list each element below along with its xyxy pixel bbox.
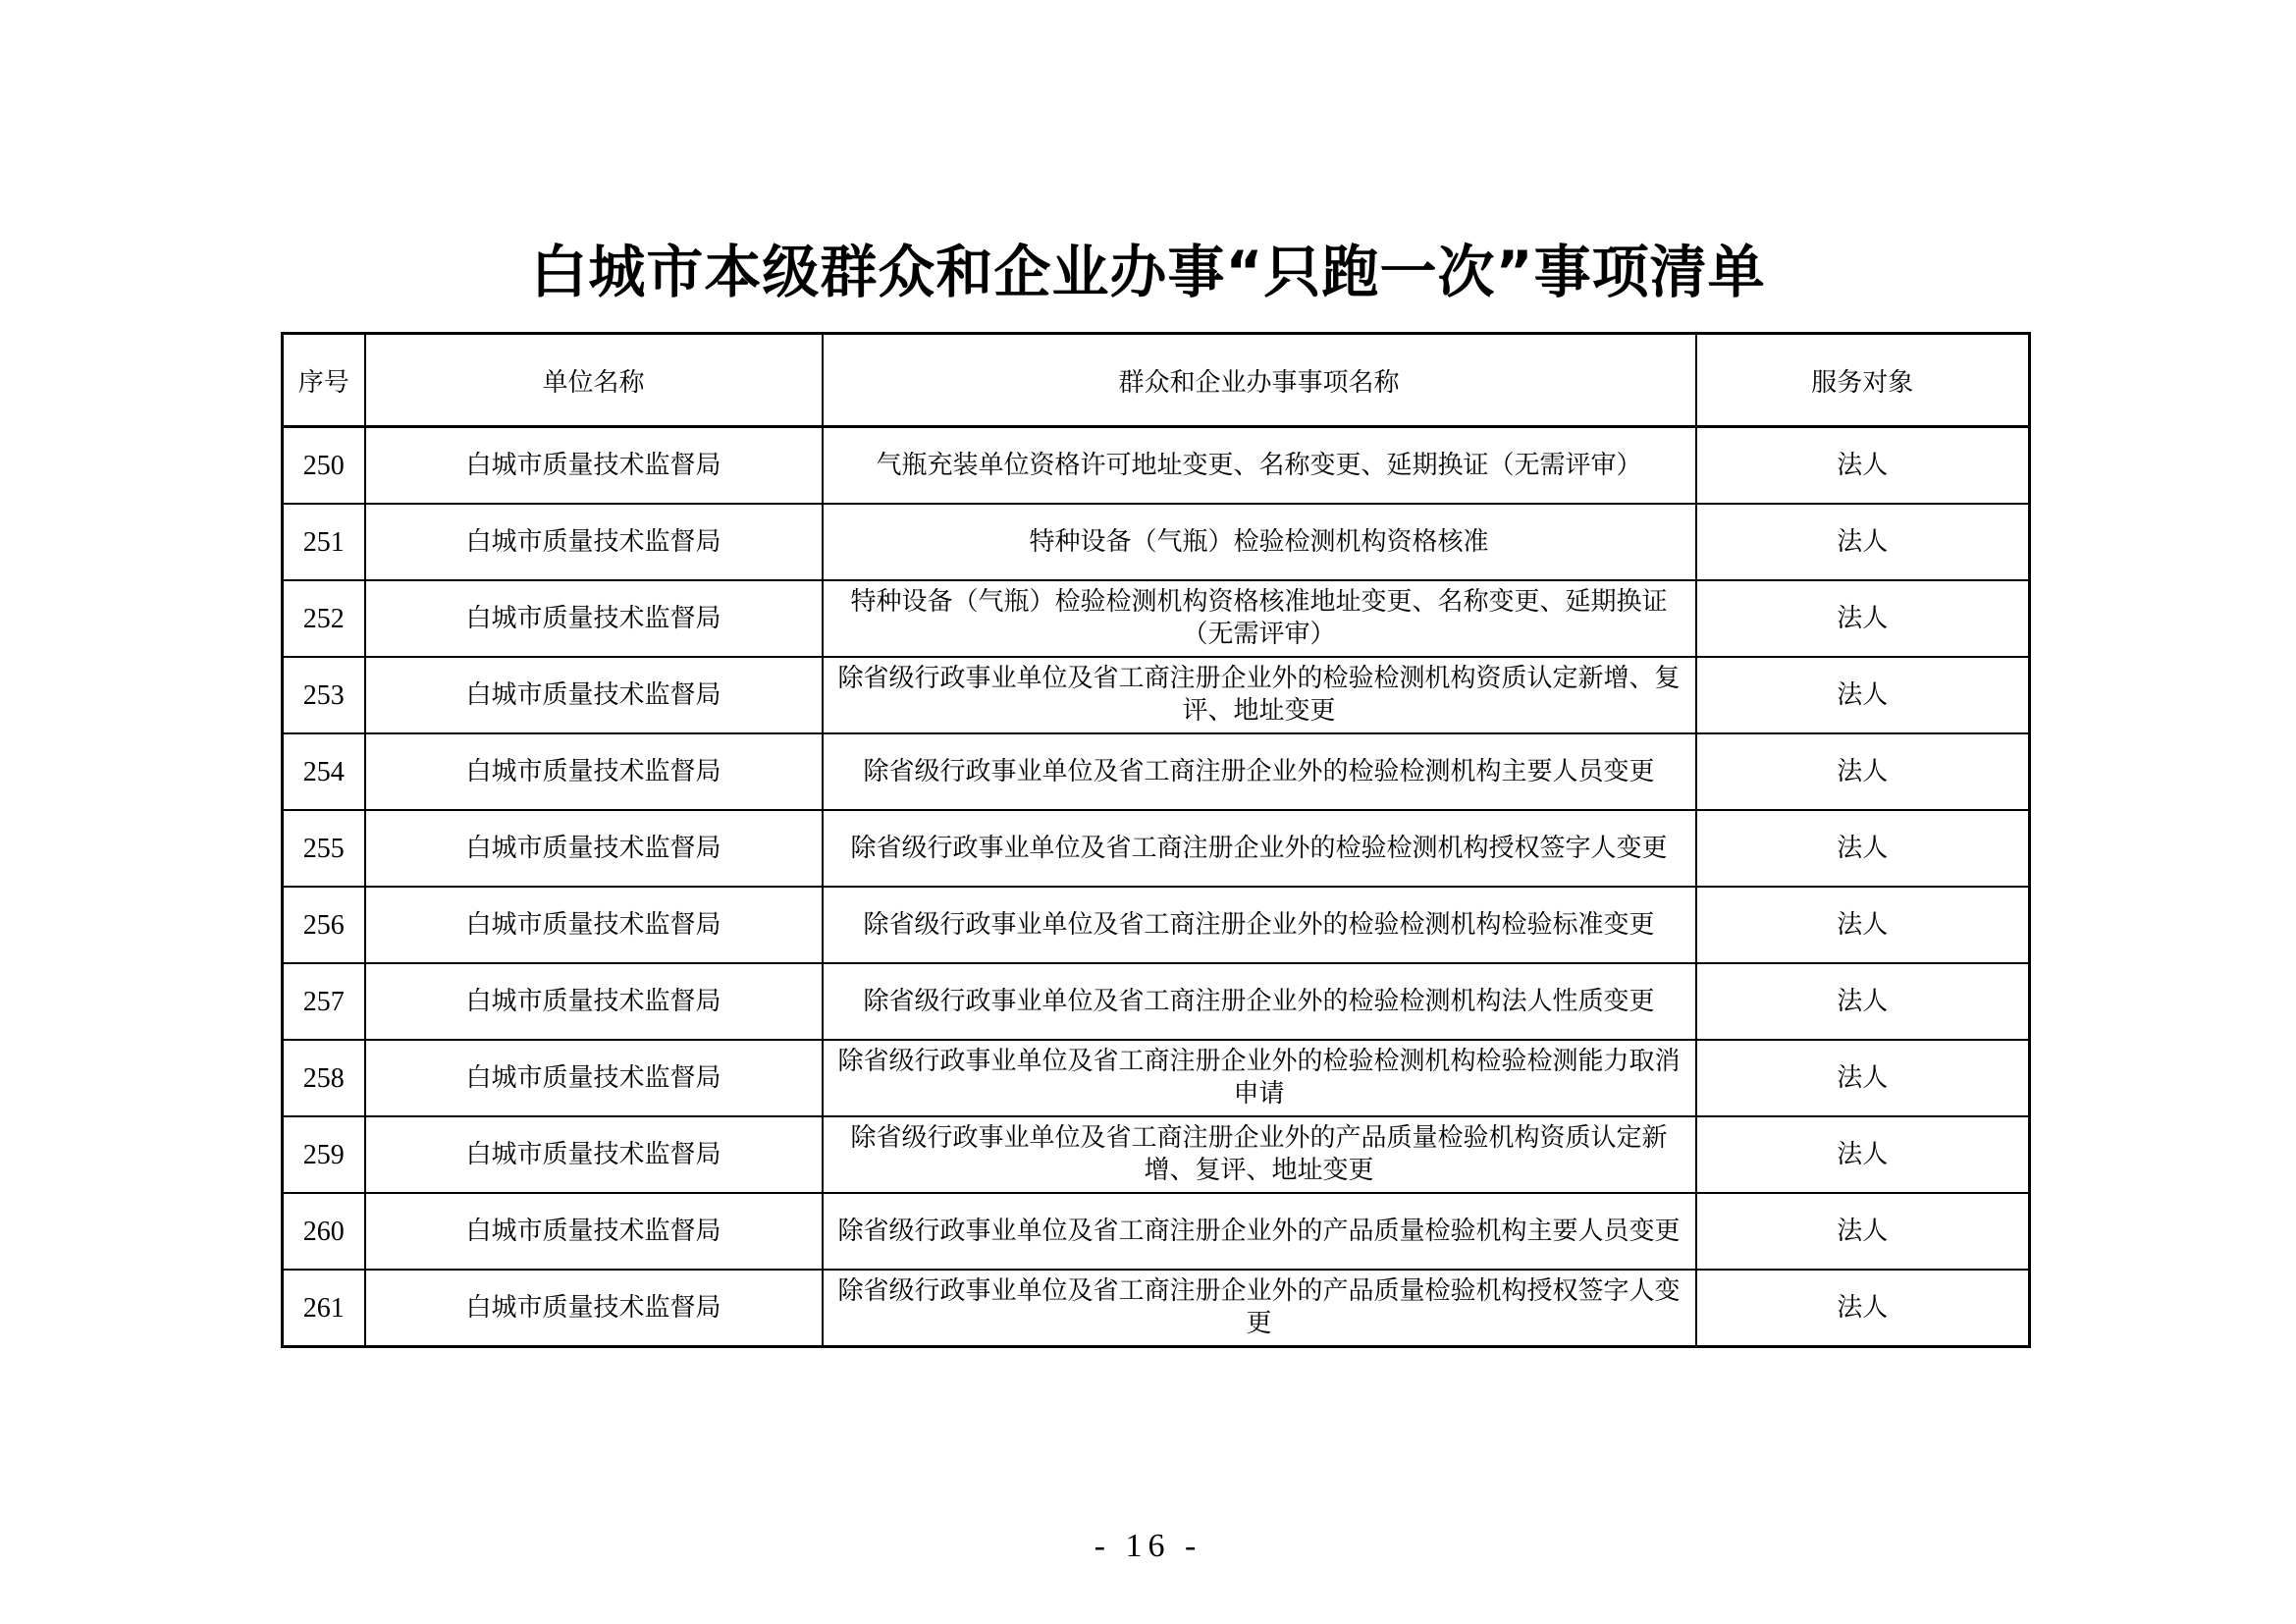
row-item-name: 除省级行政事业单位及省工商注册企业外的产品质量检验机构资质认定新增、复评、地址变更	[823, 1116, 1696, 1193]
row-unit-name: 白城市质量技术监督局	[365, 427, 823, 505]
row-seq: 260	[283, 1193, 365, 1270]
row-service-target: 法人	[1696, 1193, 2030, 1270]
row-item-name: 除省级行政事业单位及省工商注册企业外的检验检测机构资质认定新增、复评、地址变更	[823, 657, 1696, 733]
row-item-name: 除省级行政事业单位及省工商注册企业外的检验检测机构授权签字人变更	[823, 810, 1696, 887]
table-row	[283, 963, 2030, 1040]
table-row	[283, 1270, 2030, 1347]
row-service-target: 法人	[1696, 733, 2030, 810]
table-row	[283, 1193, 2030, 1270]
row-seq: 250	[283, 427, 365, 505]
row-seq: 261	[283, 1270, 365, 1347]
table-row	[283, 810, 2030, 887]
row-item-name: 气瓶充装单位资格许可地址变更、名称变更、延期换证（无需评审）	[823, 427, 1696, 505]
header-service-target: 服务对象	[1696, 334, 2030, 427]
row-seq: 253	[283, 657, 365, 733]
row-unit-name: 白城市质量技术监督局	[365, 580, 823, 657]
row-unit-name: 白城市质量技术监督局	[365, 1116, 823, 1193]
row-service-target: 法人	[1696, 1116, 2030, 1193]
row-seq: 255	[283, 810, 365, 887]
row-service-target: 法人	[1696, 580, 2030, 657]
row-seq: 257	[283, 963, 365, 1040]
row-seq: 259	[283, 1116, 365, 1193]
row-seq: 254	[283, 733, 365, 810]
row-item-name: 除省级行政事业单位及省工商注册企业外的检验检测机构法人性质变更	[823, 963, 1696, 1040]
row-unit-name: 白城市质量技术监督局	[365, 810, 823, 887]
row-item-name: 除省级行政事业单位及省工商注册企业外的检验检测机构主要人员变更	[823, 733, 1696, 810]
table-row	[283, 580, 2030, 657]
row-unit-name: 白城市质量技术监督局	[365, 657, 823, 733]
row-seq: 251	[283, 504, 365, 580]
table-row	[283, 427, 2030, 505]
row-unit-name: 白城市质量技术监督局	[365, 504, 823, 580]
row-unit-name: 白城市质量技术监督局	[365, 1270, 823, 1347]
row-unit-name: 白城市质量技术监督局	[365, 733, 823, 810]
table-row	[283, 657, 2030, 733]
table-row	[283, 887, 2030, 963]
table-row	[283, 1040, 2030, 1116]
row-service-target: 法人	[1696, 657, 2030, 733]
row-service-target: 法人	[1696, 504, 2030, 580]
row-service-target: 法人	[1696, 810, 2030, 887]
header-seq: 序号	[283, 334, 365, 427]
row-unit-name: 白城市质量技术监督局	[365, 1040, 823, 1116]
table-row	[283, 504, 2030, 580]
row-seq: 258	[283, 1040, 365, 1116]
row-service-target: 法人	[1696, 427, 2030, 505]
row-seq: 252	[283, 580, 365, 657]
row-seq: 256	[283, 887, 365, 963]
document-title: 白城市本级群众和企业办事“只跑一次”事项清单	[530, 239, 1766, 305]
row-service-target: 法人	[1696, 1270, 2030, 1347]
header-item-name: 群众和企业办事事项名称	[823, 334, 1696, 427]
row-service-target: 法人	[1696, 963, 2030, 1040]
table-header-row	[283, 334, 2030, 427]
row-unit-name: 白城市质量技术监督局	[365, 1193, 823, 1270]
row-service-target: 法人	[1696, 887, 2030, 963]
row-service-target: 法人	[1696, 1040, 2030, 1116]
row-unit-name: 白城市质量技术监督局	[365, 963, 823, 1040]
row-item-name: 除省级行政事业单位及省工商注册企业外的检验检测机构检验标准变更	[823, 887, 1696, 963]
row-unit-name: 白城市质量技术监督局	[365, 887, 823, 963]
row-item-name: 特种设备（气瓶）检验检测机构资格核准地址变更、名称变更、延期换证（无需评审）	[823, 580, 1696, 657]
header-unit-name: 单位名称	[365, 334, 823, 427]
page-number: - 16 -	[1094, 1528, 1202, 1564]
row-item-name: 除省级行政事业单位及省工商注册企业外的产品质量检验机构主要人员变更	[823, 1193, 1696, 1270]
table-row	[283, 1116, 2030, 1193]
row-item-name: 除省级行政事业单位及省工商注册企业外的产品质量检验机构授权签字人变更	[823, 1270, 1696, 1347]
table-row	[283, 733, 2030, 810]
row-item-name: 除省级行政事业单位及省工商注册企业外的检验检测机构检验检测能力取消申请	[823, 1040, 1696, 1116]
service-items-table	[281, 332, 2031, 1348]
row-item-name: 特种设备（气瓶）检验检测机构资格核准	[823, 504, 1696, 580]
